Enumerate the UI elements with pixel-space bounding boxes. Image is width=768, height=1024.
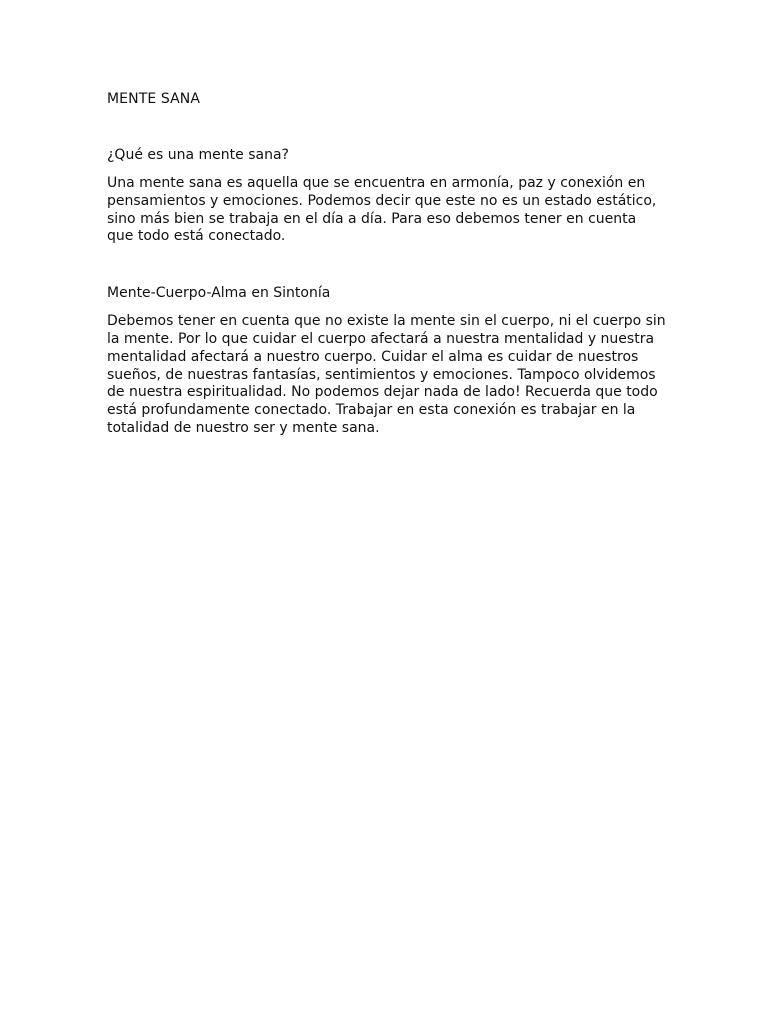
document-page <box>107 90 667 438</box>
section-mente-cuerpo-alma <box>107 284 667 438</box>
section-paragraph: Debemos tener en cuenta que no existe la mente sin el cuerpo, ni el cuerpo sin la mente. Por lo que cuidar el cuerpo afectará a nuestra mentalidad y nuestra mentalidad afectará a nuestro cuerpo. Cuidar el alma es cuidar de nuestros sueños, de nuestras fantasías, sentimientos y emociones. Tampoco olvidemos de nuestra espiritualidad. No podemos dejar nada de lado! Recuerda que todo está profundamente conectado. Trabajar en esta conexión es trabajar en la totalidad de nuestro ser y mente sana. <box>107 313 666 436</box>
section-heading: ¿Qué es una mente sana? <box>107 147 289 163</box>
document-title: MENTE SANA <box>107 91 201 107</box>
section-que-es-mente-sana <box>107 146 667 246</box>
section-paragraph: Una mente sana es aquella que se encuentra en armonía, paz y conexión en pensamientos y emociones. Podemos decir que este no es un estado estático, sino más bien se trabaja en el día a día. Para eso debemos tener en cuenta que todo está conectado. <box>107 175 657 245</box>
section-heading: Mente-Cuerpo-Alma en Sintonía <box>107 285 331 302</box>
